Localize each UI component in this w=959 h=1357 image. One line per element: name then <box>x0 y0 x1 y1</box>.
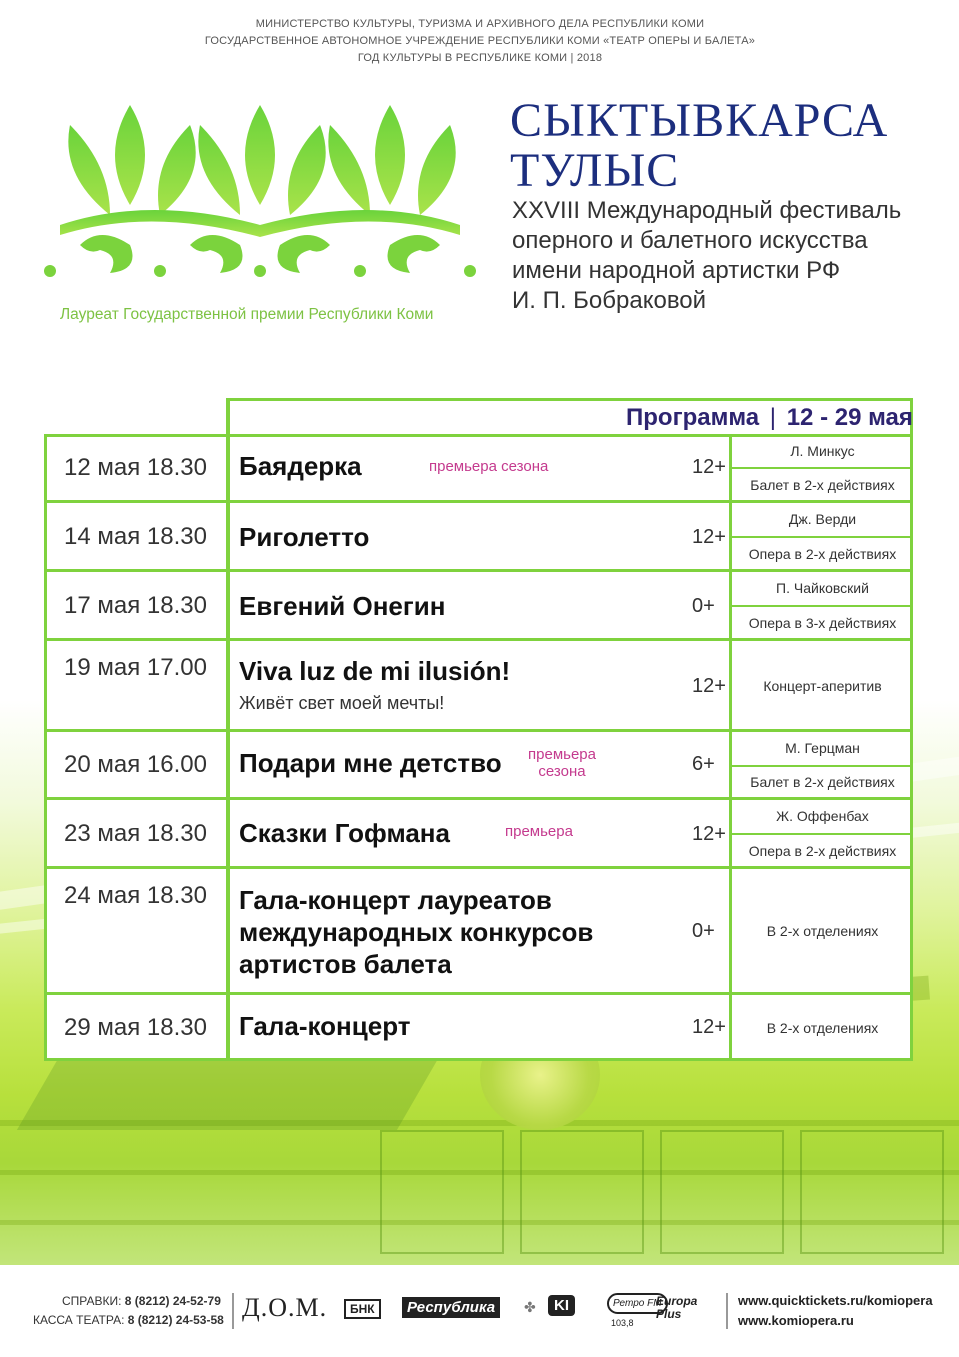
festival-title-line-2: ТУЛЫС <box>510 144 680 197</box>
festival-subtitle <box>512 196 952 316</box>
row-date: 24 мая 18.30 <box>64 882 207 909</box>
row-date: 29 мая 18.30 <box>64 1013 207 1041</box>
footer-divider <box>232 1293 234 1329</box>
row-title: Viva luz de mi ilusión! <box>239 656 511 686</box>
age-rating: 12+ <box>692 1016 726 1038</box>
premiere-note-line: сезона <box>538 763 586 780</box>
subtitle-line: XXVIII Международный фестиваль <box>512 197 902 224</box>
row-title-line: международных конкурсов <box>239 917 594 947</box>
retro-fm-logo: Ретро FM <box>607 1293 668 1314</box>
dom-logo: Д.О.М. <box>242 1293 328 1322</box>
ministry-line-1: МИНИСТЕРСТВО КУЛЬТУРЫ, ТУРИЗМА И АРХИВНОГО ДЕЛА РЕСПУБЛИКИ КОМИ <box>255 18 705 30</box>
row-date: 14 мая 18.30 <box>64 522 207 550</box>
row-date: 23 мая 18.30 <box>64 819 207 847</box>
row-date: 17 мая 18.30 <box>64 591 207 619</box>
komiopera-link[interactable]: www.komiopera.ru <box>738 1313 854 1328</box>
ministry-line-3: ГОД КУЛЬТУРЫ В РЕСПУБЛИКЕ КОМИ | 2018 <box>357 52 603 64</box>
row-title-line: артистов балета <box>239 949 452 979</box>
age-rating: 6+ <box>692 753 715 775</box>
age-rating: 12+ <box>692 526 726 548</box>
info-phone: 8 (8212) 24-52-79 <box>124 1294 221 1308</box>
composer: П. Чайковский <box>776 580 869 596</box>
genre: Опера в 2-х действиях <box>748 545 897 562</box>
age-rating: 0+ <box>692 920 715 942</box>
premiere-note: премьера <box>505 823 573 840</box>
composer: Ж. Оффенбах <box>776 808 869 824</box>
age-rating: 12+ <box>692 823 726 845</box>
box-office-phone: 8 (8212) 24-53-58 <box>127 1313 224 1327</box>
row-date: 20 мая 16.00 <box>64 751 207 778</box>
info-line <box>62 1294 221 1308</box>
festival-title-line-1: СЫКТЫВКАРСА <box>510 94 889 147</box>
row-title: Риголетто <box>239 522 370 552</box>
age-rating: 12+ <box>692 675 726 697</box>
ministry-line-2: ГОСУДАРСТВЕННОЕ АВТОНОМНОЕ УЧРЕЖДЕНИЕ РЕСПУБЛИКИ КОМИ «ТЕАТР ОПЕРЫ И БАЛЕТА» <box>204 35 756 47</box>
program-label: Программа <box>626 404 760 431</box>
composer: Дж. Верди <box>788 511 857 527</box>
footer <box>0 1265 959 1357</box>
premiere-note-line: премьера <box>528 746 596 763</box>
composer: М. Герцман <box>785 740 860 756</box>
subtitle-line: имени народной артистки РФ <box>512 257 841 284</box>
row-subtitle: Живёт свет моей мечты! <box>239 693 445 713</box>
ki-logo: KI <box>548 1295 575 1316</box>
bnk-logo: БНК <box>344 1299 381 1319</box>
retro-fm-frequency: 103,8 <box>611 1318 634 1328</box>
genre: В 2-х отделениях <box>766 1019 879 1036</box>
laureate-caption: Лауреат Государственной премии Республики Коми <box>60 306 434 323</box>
program-separator: | <box>769 404 777 431</box>
row-title: Баядерка <box>239 451 362 481</box>
genre: Концерт-аперитив <box>763 677 882 694</box>
age-rating: 12+ <box>692 456 726 478</box>
genre: Опера в 3-х действиях <box>748 614 897 631</box>
premiere-note: премьера сезона <box>429 458 549 475</box>
quicktickets-link[interactable]: www.quicktickets.ru/komiopera <box>738 1293 933 1308</box>
program-heading <box>626 404 913 432</box>
subtitle-line: И. П. Бобраковой <box>512 287 707 314</box>
festival-leaf-logo <box>40 95 480 295</box>
box-office-label: КАССА ТЕАТРА: <box>33 1313 125 1327</box>
genre: В 2-х отделениях <box>766 923 879 939</box>
footer-divider <box>726 1293 728 1329</box>
row-date: 12 мая 18.30 <box>64 454 207 481</box>
row-date: 19 мая 17.00 <box>64 654 207 681</box>
info-label: СПРАВКИ: <box>62 1294 122 1308</box>
row-title: Евгений Онегин <box>239 591 446 621</box>
genre: Опера в 2-х действиях <box>748 842 897 859</box>
row-title: Гала-концерт <box>239 1011 411 1041</box>
genre: Балет в 2-х действиях <box>750 477 895 493</box>
age-rating: 0+ <box>692 595 715 617</box>
row-title: Сказки Гофмана <box>239 818 450 848</box>
row-title-line: Гала-концерт лауреатов <box>239 885 552 915</box>
row-title: Подари мне детство <box>239 748 502 778</box>
europa-plus-logo: Europa Plus <box>656 1294 698 1321</box>
subtitle-line: оперного и балетного искусства <box>512 227 868 254</box>
composer: Л. Минкус <box>790 443 855 459</box>
crest-icon: ✤ <box>524 1299 536 1315</box>
program-dates: 12 - 29 мая <box>786 404 913 431</box>
box-office-line <box>33 1313 224 1327</box>
respublika-logo: Республика <box>402 1297 500 1318</box>
genre: Балет в 2-х действиях <box>750 774 895 790</box>
